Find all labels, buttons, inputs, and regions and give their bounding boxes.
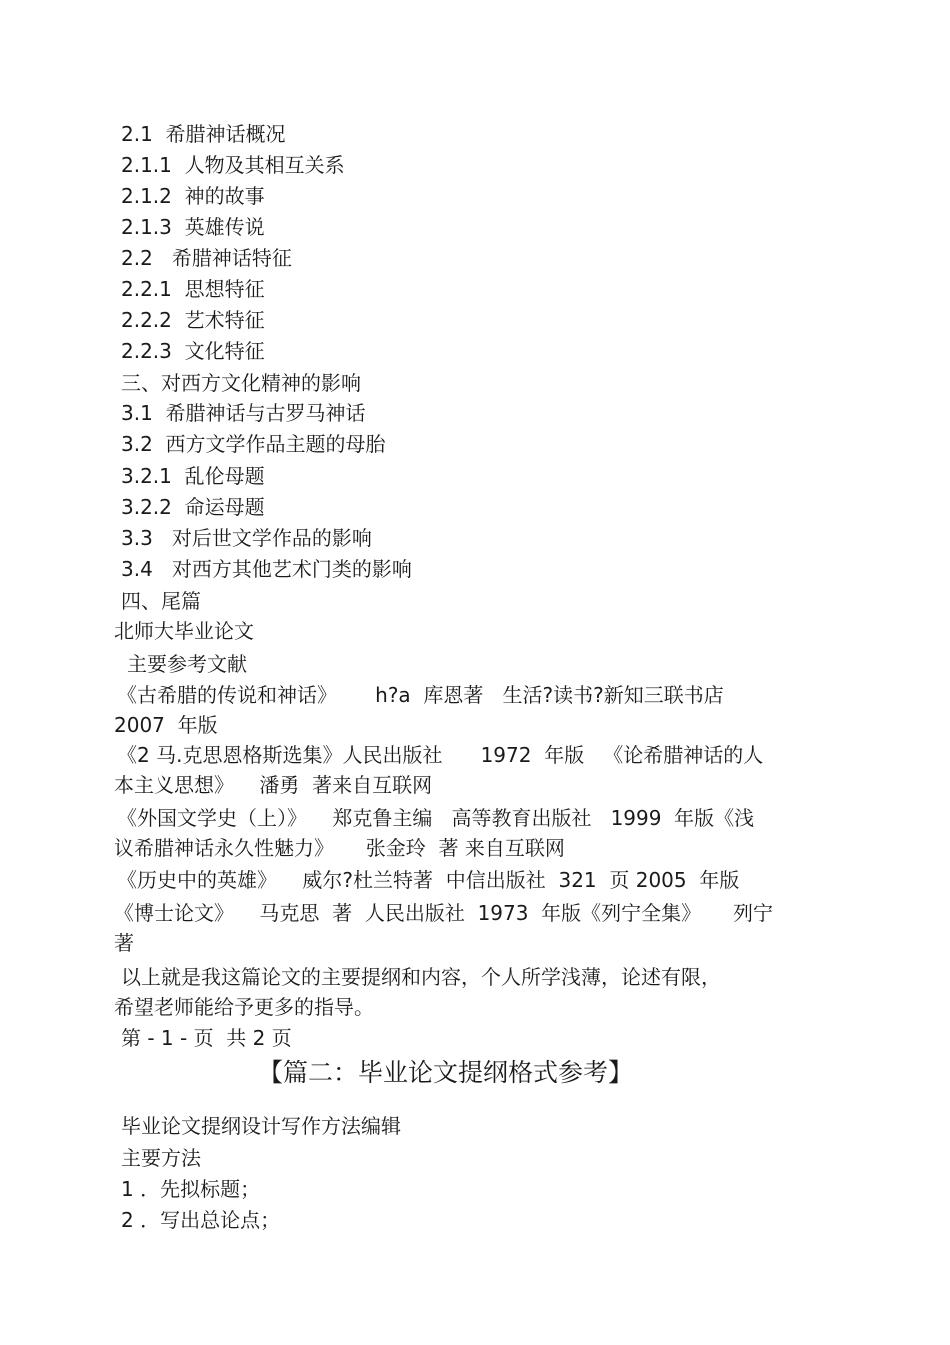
conclusion-text: 希望老师能给予更多的指导。 (114, 995, 374, 1019)
reference-line: 《古希腊的传说和神话》 h?a 库恩著 生活?读书?新知三联书店 (117, 683, 724, 707)
reference-line: 《外国文学史（上）》 郑克鲁主编 高等教育出版社 1999 年版《浅 (117, 806, 755, 830)
reference-line: 《博士论文》 马克思 著 人民出版社 1973 年版《列宁全集》 列宁 (114, 901, 773, 925)
outline-item: 3.2.2 命运母题 (121, 495, 265, 519)
reference-line: 著 (114, 931, 134, 955)
outline-item: 2.2 希腊神话特征 (121, 246, 292, 270)
outline-item: 三、对西方文化精神的影响 (121, 371, 361, 395)
outline-item: 四、尾篇 (121, 589, 201, 613)
method-step: 1 ．先拟标题； (121, 1177, 261, 1201)
conclusion-text: 以上就是我这篇论文的主要提纲和内容，个人所学浅薄，论述有限， (121, 965, 721, 989)
outline-item: 2.1.1 人物及其相互关系 (121, 153, 345, 177)
section-subtitle: 毕业论文提纲设计写作方法编辑 (121, 1114, 401, 1138)
reference-line: 《历史中的英雄》 威尔?杜兰特著 中信出版社 321 页 2005 年版 (117, 868, 740, 892)
reference-line: 议希腊神话永久性魅力》 张金玲 著 来自互联网 (114, 836, 565, 860)
outline-item: 2.1 希腊神话概况 (121, 122, 286, 146)
references-heading: 主要参考文献 (127, 652, 247, 676)
reference-line: 《2 马.克思恩格斯选集》人民出版社 1972 年版 《论希腊神话的人 (117, 743, 764, 767)
outline-item: 3.1 希腊神话与古罗马神话 (121, 401, 366, 425)
reference-line: 本主义思想》 潘勇 著来自互联网 (114, 773, 433, 797)
outline-item: 2.1.2 神的故事 (121, 184, 265, 208)
outline-item: 2.1.3 英雄传说 (121, 215, 265, 239)
section-title: 【篇二：毕业论文提纲格式参考】 (258, 1058, 634, 1087)
watermark-text: 北师大毕业论文 (114, 619, 254, 643)
method-step: 2 ．写出总论点； (121, 1208, 281, 1232)
outline-item: 3.3 对后世文学作品的影响 (121, 526, 372, 550)
outline-item: 3.2.1 乱伦母题 (121, 464, 265, 488)
method-heading: 主要方法 (121, 1146, 201, 1170)
outline-item: 3.4 对西方其他艺术门类的影响 (121, 557, 412, 581)
outline-item: 2.2.1 思想特征 (121, 277, 265, 301)
outline-item: 2.2.2 艺术特征 (121, 308, 265, 332)
outline-item: 2.2.3 文化特征 (121, 339, 265, 363)
outline-item: 3.2 西方文学作品主题的母胎 (121, 432, 386, 456)
reference-line: 2007 年版 (114, 713, 218, 737)
page-footer: 第 - 1 - 页 共 2 页 (121, 1026, 292, 1050)
